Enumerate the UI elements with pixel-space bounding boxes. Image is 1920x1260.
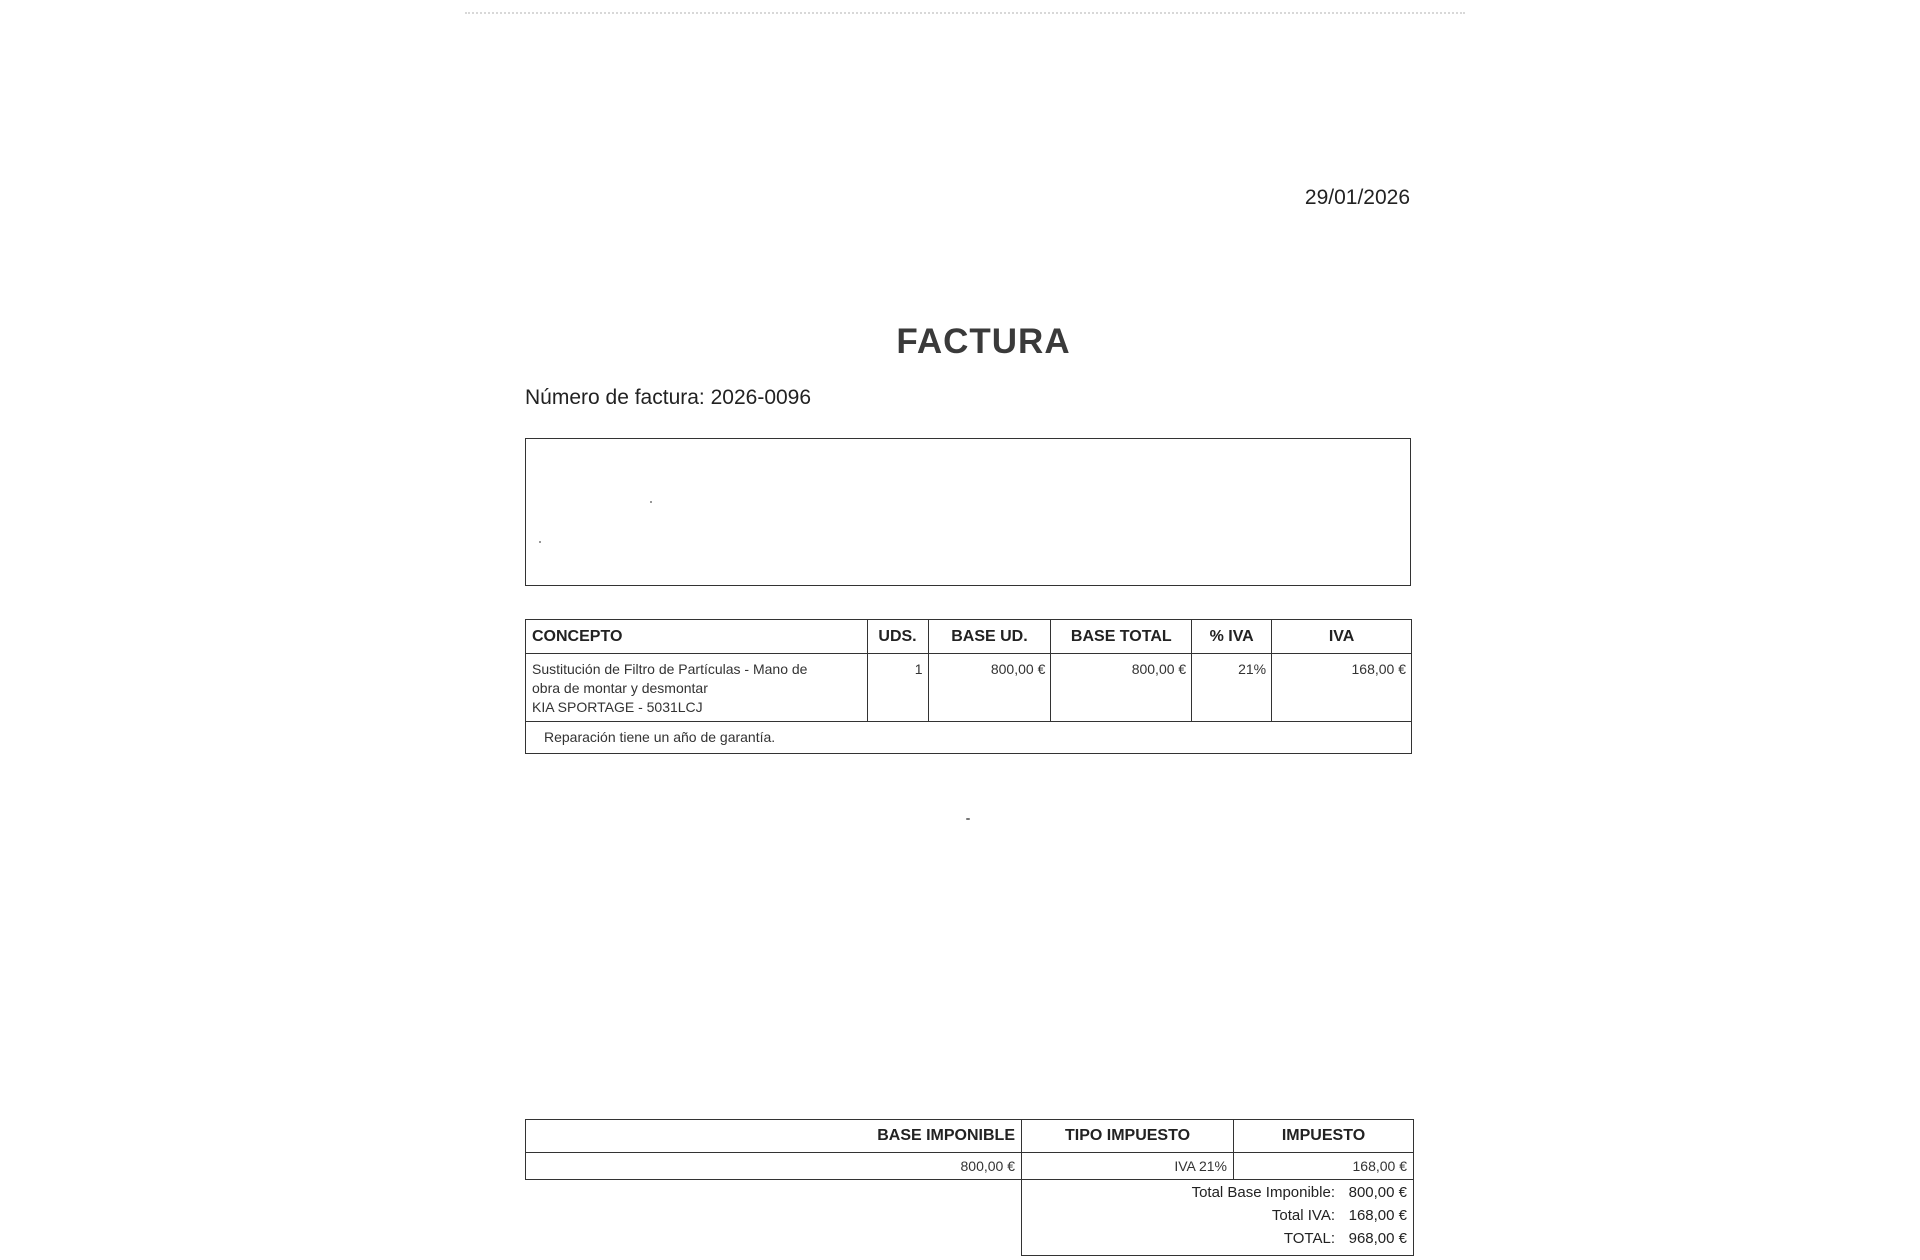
cell-vat-pct: 21% bbox=[1192, 654, 1272, 722]
total-base-value: 800,00 € bbox=[1348, 1184, 1407, 1201]
invoice-number-label: Número de factura: bbox=[525, 386, 705, 409]
cell-concept bbox=[526, 654, 868, 722]
total-base-label: Total Base Imponible: bbox=[1191, 1184, 1335, 1201]
note-row bbox=[526, 722, 1412, 754]
cell-unit-base: 800,00 € bbox=[928, 654, 1051, 722]
invoice-date: 29/01/2026 bbox=[1304, 186, 1410, 209]
cell-total-base: 800,00 € bbox=[1051, 654, 1192, 722]
totals-box bbox=[1021, 1178, 1414, 1256]
col-header-taxable-base: BASE IMPONIBLE bbox=[526, 1120, 1022, 1153]
scan-speck bbox=[966, 818, 970, 820]
concept-line: obra de montar y desmontar bbox=[532, 680, 708, 696]
grand-total-value: 968,00 € bbox=[1348, 1230, 1407, 1247]
warranty-note: Reparación tiene un año de garantía. bbox=[526, 722, 1412, 754]
col-header-total-base: BASE TOTAL bbox=[1051, 620, 1192, 654]
table-header-row bbox=[526, 620, 1412, 654]
total-vat-label: Total IVA: bbox=[1271, 1207, 1335, 1224]
cell-units: 1 bbox=[867, 654, 928, 722]
concept-line: Sustitución de Filtro de Partículas - Mano de bbox=[532, 661, 808, 677]
grand-total-label: TOTAL: bbox=[1283, 1230, 1335, 1247]
cell-vat: 168,00 € bbox=[1272, 654, 1412, 722]
tax-row bbox=[526, 1153, 1414, 1180]
tax-header-row bbox=[526, 1120, 1414, 1153]
tax-summary-table bbox=[525, 1119, 1414, 1180]
col-header-unit-base: BASE UD. bbox=[928, 620, 1051, 654]
col-header-vat: IVA bbox=[1272, 620, 1412, 654]
cell-tax-amount: 168,00 € bbox=[1234, 1153, 1414, 1180]
total-vat-value: 168,00 € bbox=[1348, 1207, 1407, 1224]
cell-taxable-base: 800,00 € bbox=[526, 1153, 1022, 1180]
scan-speck bbox=[650, 501, 652, 503]
col-header-tax-amount: IMPUESTO bbox=[1234, 1120, 1414, 1153]
concept-line: KIA SPORTAGE - 5031LCJ bbox=[532, 699, 703, 715]
cell-tax-type: IVA 21% bbox=[1022, 1153, 1234, 1180]
table-row bbox=[526, 654, 1412, 722]
invoice-lines-table bbox=[525, 619, 1412, 754]
scan-speck bbox=[539, 541, 541, 543]
grand-total-row bbox=[1284, 1230, 1407, 1247]
invoice-number-value: 2026-0096 bbox=[710, 386, 812, 409]
invoice-number-line bbox=[525, 386, 811, 410]
client-info-box bbox=[525, 438, 1411, 586]
document-title: FACTURA bbox=[896, 322, 1071, 361]
scan-edge-line bbox=[465, 12, 1465, 14]
col-header-concept: CONCEPTO bbox=[526, 620, 868, 654]
total-base-row bbox=[1192, 1184, 1407, 1201]
col-header-tax-type: TIPO IMPUESTO bbox=[1022, 1120, 1234, 1153]
total-vat-row bbox=[1272, 1207, 1407, 1224]
col-header-vat-pct: % IVA bbox=[1192, 620, 1272, 654]
col-header-units: UDS. bbox=[867, 620, 928, 654]
